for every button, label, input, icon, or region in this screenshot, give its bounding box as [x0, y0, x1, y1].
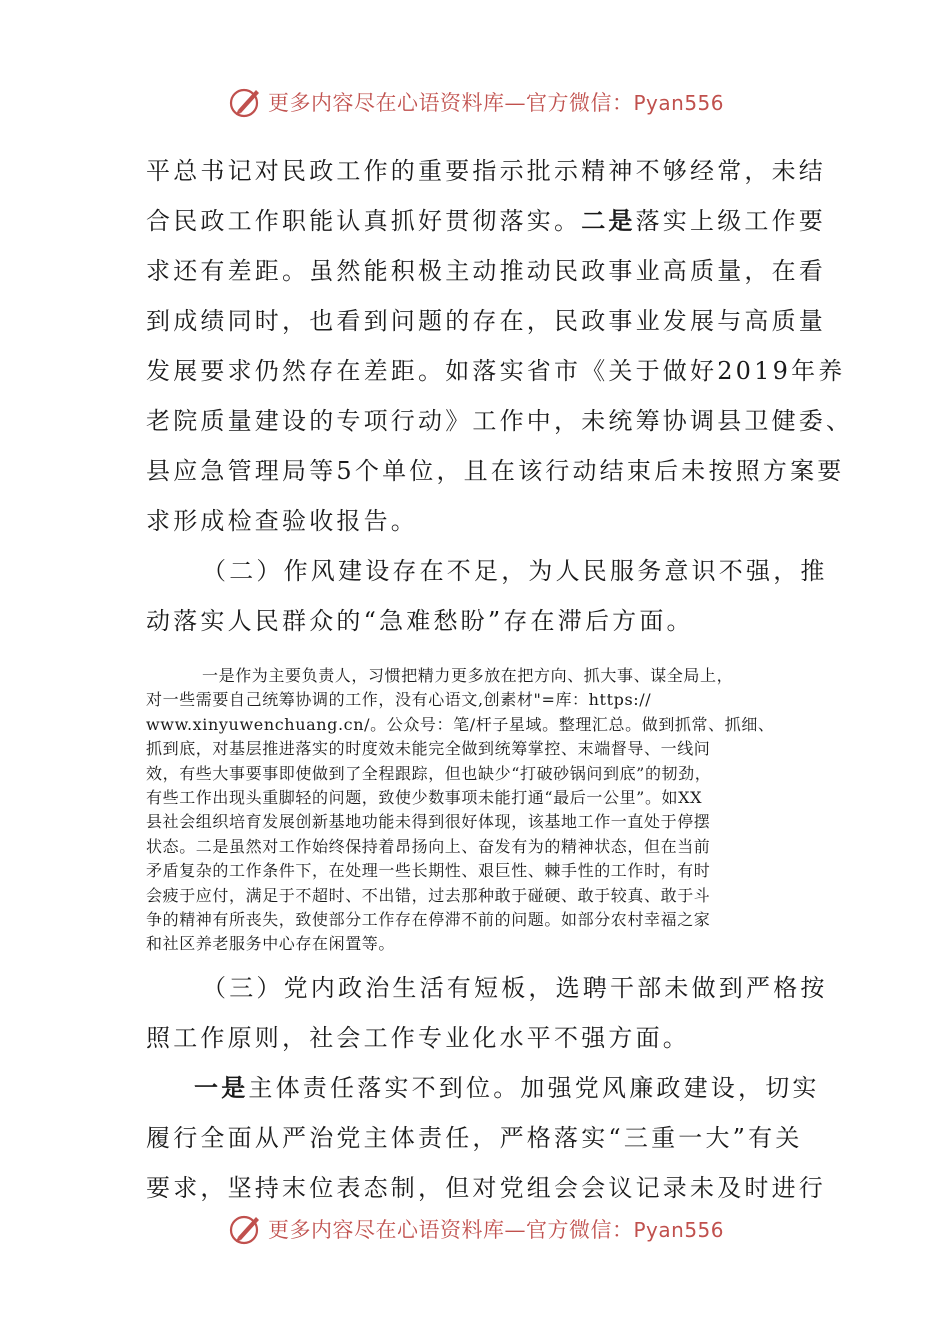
text-line: 一是主体责任落实不到位。加强党风廉政建设，切实 — [194, 1072, 820, 1102]
header-banner — [228, 82, 724, 122]
small-line: www.xinyuwenchuang.cn/。公众号：笔/杆子星域。整理汇总。做到抓常、抓细、 — [146, 714, 775, 734]
small-line: 县社会组织培育发展创新基地功能未得到很好体现，该基地工作一直处于停摆 — [146, 812, 711, 832]
text-line: 老院质量建设的专项行动》工作中，未统筹协调县卫健委、 — [146, 407, 854, 435]
small-line: 效，有些大事要事即使做到了全程跟踪，但也缺少“打破砂锅问到底”的韧劲， — [146, 763, 712, 783]
text-line: 县应急管理局等5个单位，且在该行动结束后未按照方案要 — [146, 457, 845, 485]
section-heading-3-cont: 照工作原则，社会工作专业化水平不强方面。 — [146, 1023, 690, 1052]
bold-marker: 二是 — [581, 206, 636, 235]
text-line: 发展要求仍然存在差距。如落实省市《关于做好2019年养 — [146, 357, 846, 385]
text-line: 求还有差距。虽然能积极主动推动民政事业高质量，在看 — [146, 257, 826, 285]
small-line: 对一些需要自己统筹协调的工作，没有心语文,创素材"=库：https:// — [146, 690, 652, 710]
section-heading-3: （三）党内政治生活有短板，选聘干部未做到严格按 — [202, 973, 828, 1002]
small-line: 争的精神有所丧失，致使部分工作存在停滞不前的问题。如部分农村幸福之家 — [146, 909, 711, 929]
banner-account: Pyan556 — [633, 91, 725, 115]
small-line: 状态。二是虽然对工作始终保持着昂扬向上、奋发有为的精神状态，但在当前 — [146, 836, 711, 856]
small-text-block — [146, 664, 816, 957]
text-line: 求形成检查验收报告。 — [146, 507, 418, 535]
bold-marker: 一是 — [194, 1072, 249, 1102]
section-heading-2: （二）作风建设存在不足，为人民服务意识不强，推 — [202, 557, 828, 585]
pen-logo-icon — [228, 84, 264, 120]
small-line: 会疲于应付，满足于不超时、不出错，过去那种敢于碰硬、敢于较真、敢于斗 — [146, 885, 711, 905]
small-line: 矛盾复杂的工作条件下，在处理一些长期性、艰巨性、棘手性的工作时，有时 — [146, 861, 711, 881]
text-line: 到成绩同时，也看到问题的存在，民政事业发展与高质量 — [146, 307, 826, 335]
pen-logo-icon — [228, 1211, 264, 1247]
text-line: 合民政工作职能认真抓好贯彻落实。二是落实上级工作要 — [146, 206, 827, 235]
text-line: 平总书记对民政工作的重要指示批示精神不够经常，未结 — [146, 157, 826, 185]
text-line: 履行全面从严治党主体责任，严格落实“三重一大”有关 — [146, 1123, 803, 1152]
banner-account: Pyan556 — [633, 1218, 725, 1242]
banner-text: 更多内容尽在心语资料库—官方微信： — [268, 1218, 634, 1242]
footer-banner — [228, 1209, 724, 1249]
section-heading-2-cont: 动落实人民群众的“急难愁盼”存在滞后方面。 — [146, 607, 694, 635]
small-line: 和社区养老服务中心存在闲置等。 — [146, 934, 396, 954]
small-line: 一是作为主要负责人，习惯把精力更多放在把方向、抓大事、谋全局上， — [202, 666, 734, 685]
small-line: 有些工作出现头重脚轻的问题，致使少数事项未能打通“最后一公里”。如XX — [146, 787, 703, 807]
banner-text: 更多内容尽在心语资料库—官方微信： — [268, 91, 634, 115]
document-body — [146, 146, 854, 1213]
text-line: 要求，坚持末位表态制，但对党组会会议记录未及时进行 — [146, 1173, 826, 1202]
small-line: 抓到底，对基层推进落实的时度效未能完全做到统筹掌控、末端督导、一线问 — [146, 739, 711, 759]
